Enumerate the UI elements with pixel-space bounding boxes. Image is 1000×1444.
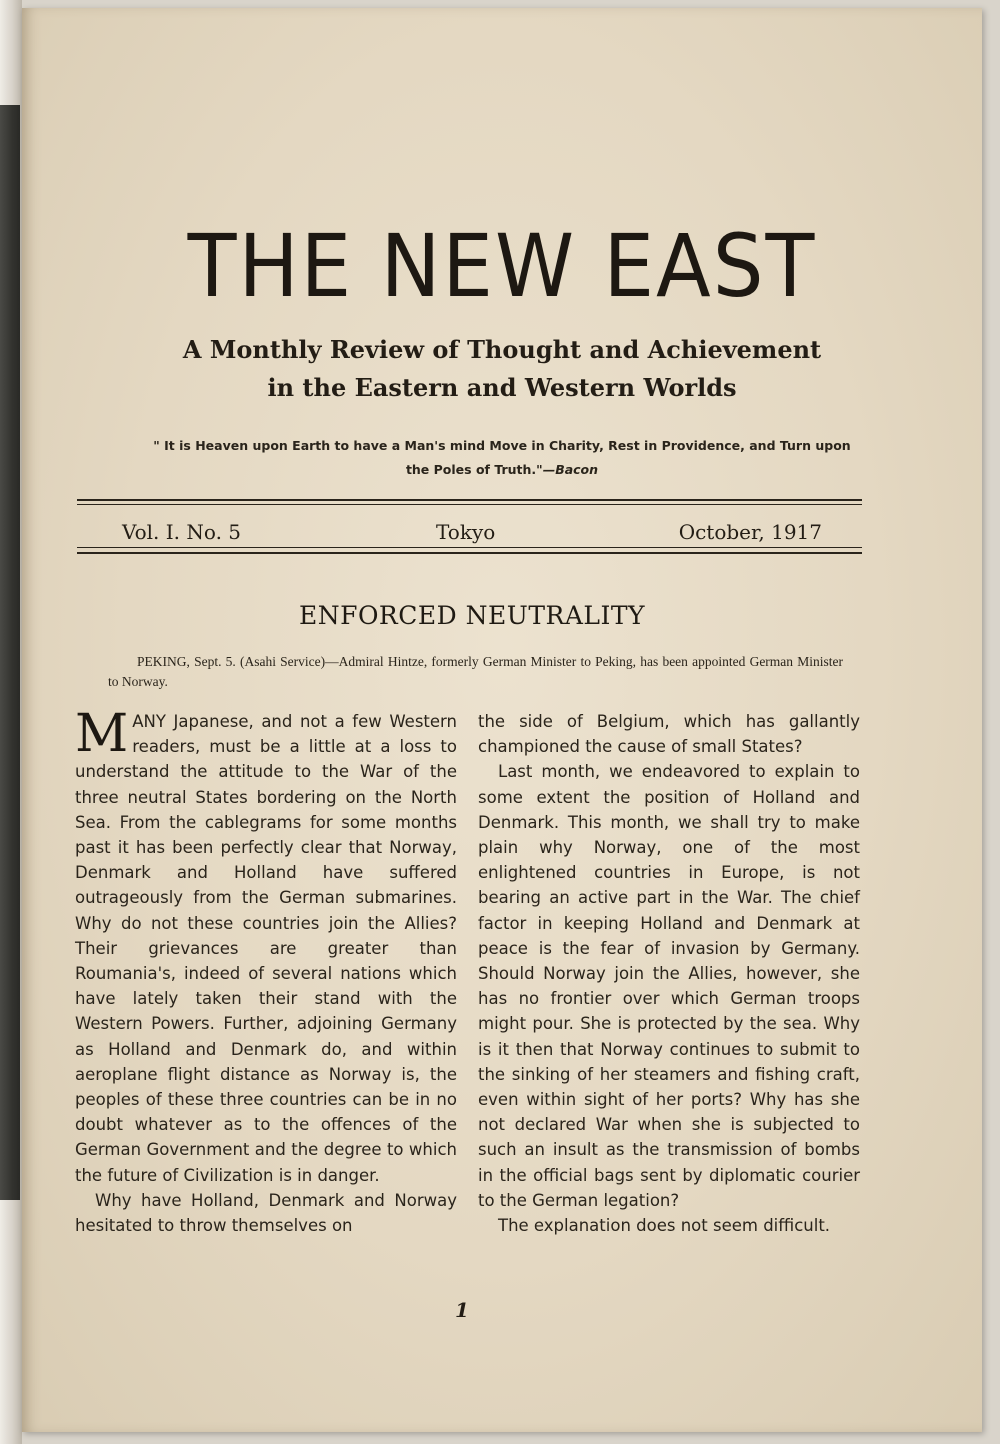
article-paragraph: The explanation does not seem difficult. — [498, 1216, 831, 1236]
rule-bottom-thin — [77, 547, 862, 548]
article-column-right — [478, 709, 860, 1238]
masthead-title: THE NEW EAST — [187, 216, 817, 317]
masthead-subtitle — [122, 331, 882, 407]
article-title: ENFORCED NEUTRALITY — [298, 601, 646, 630]
drop-cap: M — [75, 704, 129, 764]
subtitle-line-1: A Monthly Review of Thought and Achievement — [182, 335, 822, 364]
motto — [152, 434, 852, 482]
issue-volume: Vol. I. No. 5 — [122, 520, 242, 544]
binding-strip — [0, 105, 20, 1200]
article-dateline: PEKING, Sept. 5. (Asahi Service)—Admiral Hintze, formerly German Minister to Peking, has been appointed German Minister to Norway. — [108, 654, 843, 689]
magazine-page — [22, 8, 982, 1432]
article-paragraph: Why have Holland, Denmark and Norway hesitated to throw themselves on — [75, 1190, 457, 1236]
article-paragraph: the side of Belgium, which has gallantly championed the cause of small States? — [478, 712, 860, 757]
issue-line — [122, 520, 822, 550]
issue-date: October, 1917 — [678, 520, 822, 544]
rule-bottom-thick — [77, 552, 862, 554]
issue-place: Tokyo — [436, 520, 496, 544]
article-column-left — [75, 704, 457, 1238]
paragraph-text: ANY Japanese, and not a few Western readers, must be a little at a loss to understand the attitude to the War of the three neutral States bordering on the North Sea. From the cablegrams for some months past it has been perfectly clear that Norway, Denmark and Holland have suffered outrageously from the German submarines. Why do not these countries join the Allies? Their grievances are greater than Roumania's, indeed of several nations which have lately taken their stand with the Western Powers. Further, adjoining Germany as Holland and Denmark do, and within aeroplane flight distance as Norway is, the peoples of these three countries can be in no doubt whatever as to the offences of the German Government and the degree to which the future of Civilization is in danger. — [75, 712, 457, 1185]
article-paragraph: Last month, we endeavored to explain to some extent the position of Holland and Denmark. This month, we shall try to make plain why Norway, one of the most enlightened countries in Europe, is not bearing an active part in the War. The chief factor in keeping Holland and Denmark at peace is the fear of invasion by Germany. Should Norway join the Allies, however, she has no frontier over which German troops might pour. She is protected by the sea. Why is it then that Norway continues to submit to the sinking of her steamers and fishing craft, even within sight of her ports? Why has she not declared War when she is subjected to such an insult as the transmission of bombs in the official bags sent by diplomatic courier to the German legation? — [478, 762, 860, 1210]
page-number: 1 — [455, 1298, 469, 1322]
rule-top-thick — [77, 499, 862, 501]
subtitle-line-2: in the Eastern and Western Worlds — [267, 373, 737, 402]
motto-text: " It is Heaven upon Earth to have a Man's mind Move in Charity, Rest in Providence, and Turn upon the Poles of Truth." — [153, 438, 851, 477]
motto-attribution: —Bacon — [542, 462, 599, 477]
article-paragraph — [75, 704, 457, 1188]
rule-top-thin — [77, 504, 862, 505]
